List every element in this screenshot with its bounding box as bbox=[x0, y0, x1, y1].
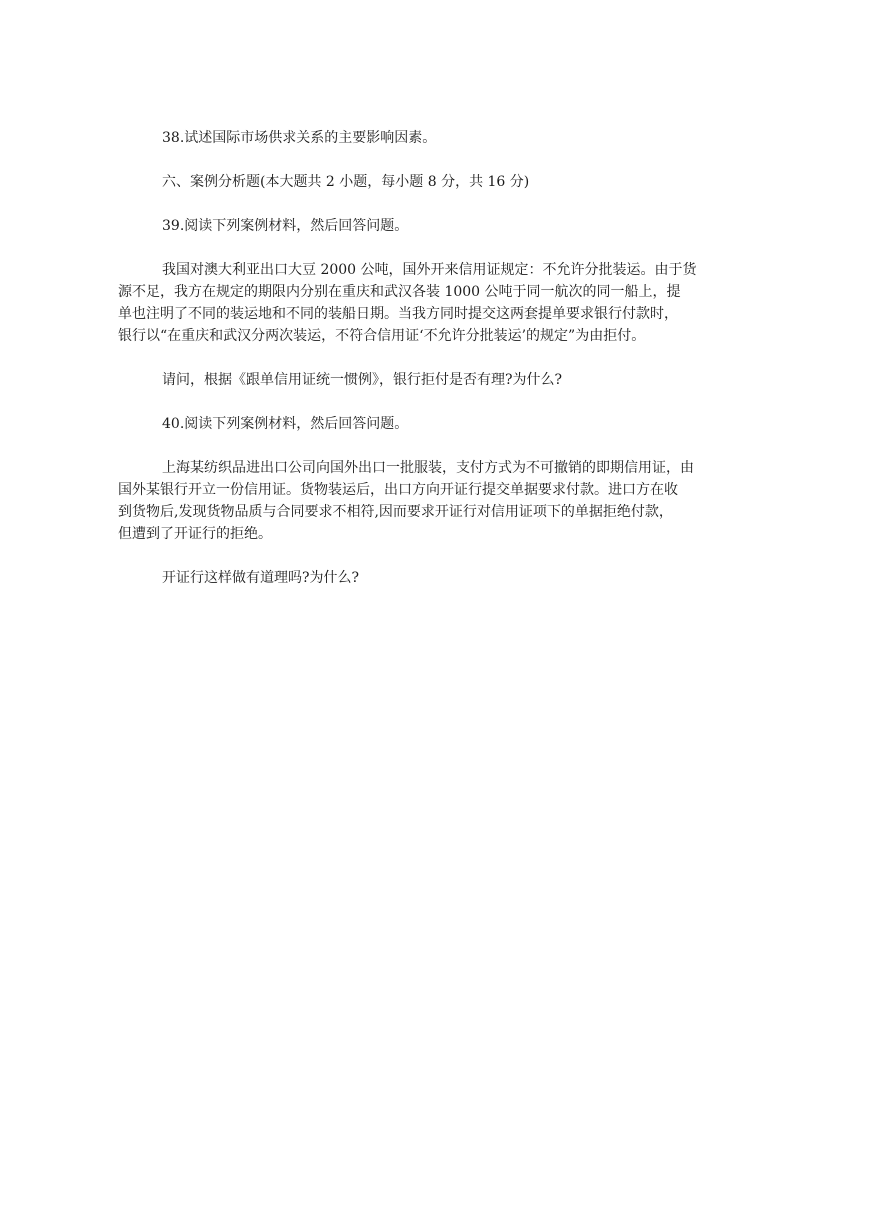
case-line: 单也注明了不同的装运地和不同的装船日期。当我方同时提交这两套提单要求银行付款时， bbox=[118, 306, 678, 322]
section-heading-case-analysis: 六、案例分析题(本大题共 2 小题，每小题 8 分，共 16 分) bbox=[162, 174, 530, 190]
question-38: 38.试述国际市场供求关系的主要影响因素。 bbox=[162, 130, 437, 146]
case-line: 银行以“在重庆和武汉分两次装运，不符合信用证‘不允许分批装运’的规定”为由拒付。 bbox=[118, 328, 646, 344]
question-39-intro: 39.阅读下列案例材料，然后回答问题。 bbox=[162, 218, 409, 234]
question-40-intro: 40.阅读下列案例材料，然后回答问题。 bbox=[162, 416, 409, 432]
case-line: 源不足，我方在规定的期限内分别在重庆和武汉各装 1000 公吨于同一航次的同一船上，提 bbox=[118, 284, 681, 300]
question-40-prompt: 开证行这样做有道理吗?为什么? bbox=[162, 570, 360, 586]
case-line: 但遭到了开证行的拒绝。 bbox=[118, 526, 272, 542]
question-40-case-text bbox=[118, 457, 748, 545]
case-line: 国外某银行开立一份信用证。货物装运后，出口方向开证行提交单据要求付款。进口方在收 bbox=[118, 482, 678, 498]
document-content bbox=[118, 127, 748, 589]
case-line: 上海某纺织品进出口公司向国外出口一批服装，支付方式为不可撤销的即期信用证，由 bbox=[162, 460, 694, 476]
question-39-case-text bbox=[118, 259, 748, 347]
case-line: 我国对澳大利亚出口大豆 2000 公吨，国外开来信用证规定：不允许分批装运。由于货 bbox=[162, 262, 697, 278]
question-39-prompt: 请问，根据《跟单信用证统一惯例》，银行拒付是否有理?为什么? bbox=[162, 372, 563, 388]
case-line: 到货物后,发现货物品质与合同要求不相符,因而要求开证行对信用证项下的单据拒绝付款， bbox=[118, 504, 673, 520]
